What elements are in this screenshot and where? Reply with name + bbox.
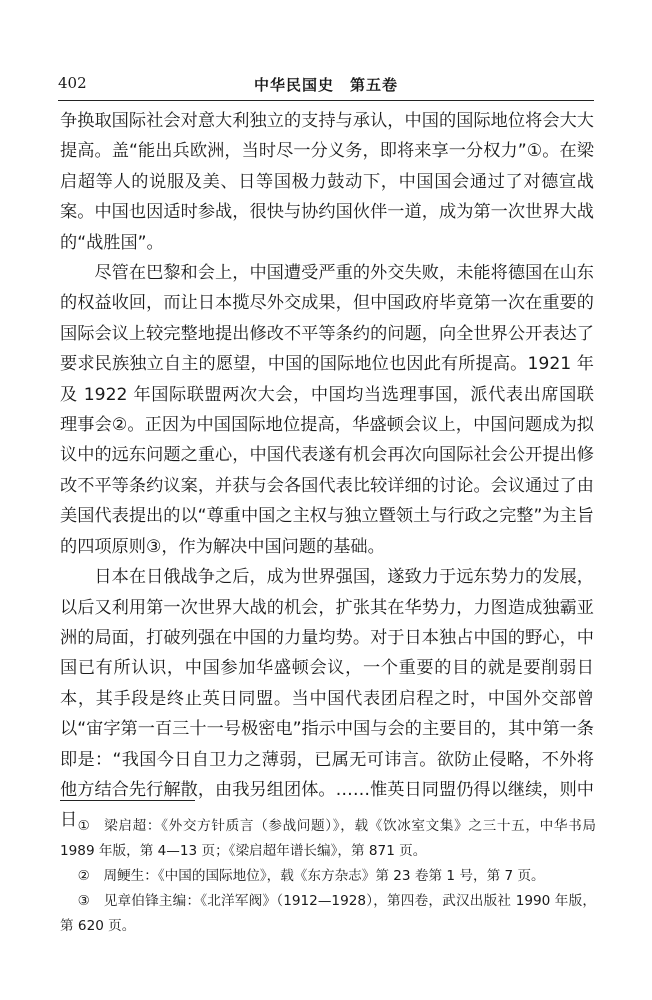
footnote-text: 见章伯锋主编：《北洋军阀》（1912—1928），第四卷，武汉出版社 1990 年版，第 620 页。 [60,893,596,934]
footnote-marker: ① [77,818,90,834]
page-header [58,74,594,96]
paragraph: 日本在日俄战争之后，成为世界强国，遂致力于远东势力的发展，以后又利用第一次世界大战的机会，扩张其在华势力，力图造成独霸亚洲的局面，打破列强在中国的力量均势。对于日本独占中国的野心，中国已有所认识，中国参加华盛顿会议，一个重要的目的就是要削弱日本，其手段是终止英日同盟。当中国代表团启程之时，中国外交部曾以“宙字第一百三十一号极密电”指示中国与会的主要目的，其中第一条即是：“我国今日自卫力之薄弱，已属无可讳言。欲防止侵略，不外将他方结合先行解散，由我另组团体。……惟英日同盟仍得以继续，则中日 [60,567,594,831]
paragraph: 尽管在巴黎和会上，中国遭受严重的外交失败，未能将德国在山东的权益收回，而让日本揽尽外交成果，但中国政府毕竟第一次在重要的国际会议上较完整地提出修改不平等条约的问题，向全世界公开表达了要求民族独立自主的愿望，中国的国际地位也因此有所提高。1921 年及 1922 年国际联盟两次大会，中国均当选理事国，派代表出席国联理事会②。正因为中国国际地位提高，华盛顿会议上，中国问题成为拟议中的远东问题之重心，中国代表遂有机会再次向国际社会公开提出修改不平等条约议案，并获与会各国代表比较详细的讨论。会议通过了由美国代表提出的以“尊重中国之主权与独立暨领土与行政之完整”为主旨的四项原则③，作为解决中国问题的基础。 [60,263,594,557]
footnote-3 [60,889,596,939]
footnote-text: 周鲠生：《中国的国际地位》，载《东方杂志》第 23 卷第 1 号，第 7 页。 [103,868,545,884]
footnotes [60,814,596,939]
running-title: 中华民国史 第五卷 [253,76,398,94]
paragraph-continued: 争换取国际社会对意大利独立的支持与承认，中国的国际地位将会大大提高。盖“能出兵欧洲，当时尽一分义务，即将来享一分权力”①。在梁启超等人的说服及美、日等国极力鼓动下，中国国会通过了对德宣战案。中国也因适时参战，很快与协约国伙伴一道，成为第一次世界大战的“战胜国”。 [60,111,594,253]
body-text [60,106,594,836]
footnote-2 [60,864,596,889]
footnote-marker: ③ [77,893,90,909]
footnote-text: 梁启超：《外交方针质言（参战问题）》，载《饮冰室文集》之三十五，中华书局 1989 年版，第 4—13 页；《梁启超年谱长编》，第 871 页。 [60,818,596,859]
footnote-1 [60,814,596,864]
page-number: 402 [58,74,87,92]
header-rule [58,100,594,101]
footnote-marker: ② [77,868,90,884]
footnote-rule [60,800,195,801]
